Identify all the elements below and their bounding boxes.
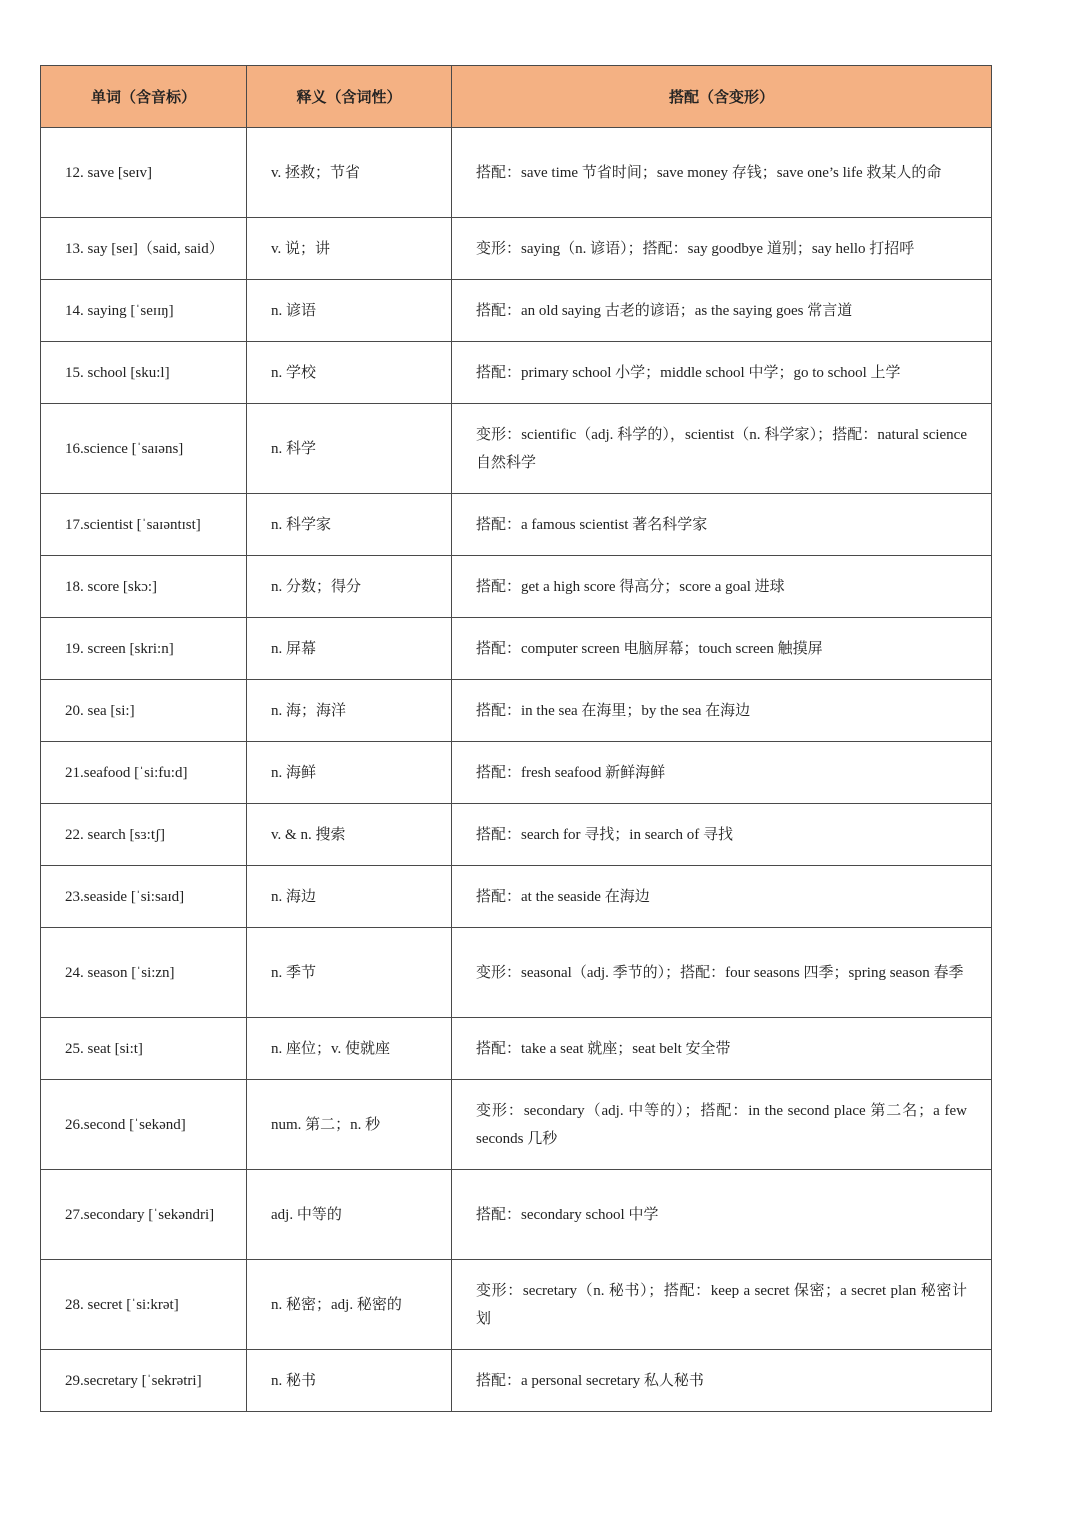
- collocation-cell: 搭配：in the sea 在海里；by the sea 在海边: [452, 680, 992, 742]
- vocabulary-table: [40, 65, 992, 1412]
- collocation-cell: 搭配：at the seaside 在海边: [452, 866, 992, 928]
- meaning-cell: n. 谚语: [247, 280, 452, 342]
- collocation-cell: 搭配：primary school 小学；middle school 中学；go to school 上学: [452, 342, 992, 404]
- table-row: [41, 404, 992, 494]
- word-cell: 24. season [ˈsi:zn]: [41, 928, 247, 1018]
- collocation-cell: 搭配：save time 节省时间；save money 存钱；save one’s life 救某人的命: [452, 128, 992, 218]
- collocation-cell: 搭配：computer screen 电脑屏幕；touch screen 触摸屏: [452, 618, 992, 680]
- meaning-cell: v. 拯救；节省: [247, 128, 452, 218]
- table-row: [41, 1080, 992, 1170]
- word-cell: 20. sea [si:]: [41, 680, 247, 742]
- word-cell: 12. save [seɪv]: [41, 128, 247, 218]
- word-cell: 22. search [sɜ:tʃ]: [41, 804, 247, 866]
- table-row: [41, 342, 992, 404]
- table-row: [41, 1018, 992, 1080]
- header-meaning: 释义（含词性）: [247, 66, 452, 128]
- table-row: [41, 280, 992, 342]
- collocation-cell: 搭配：a personal secretary 私人秘书: [452, 1350, 992, 1412]
- table-row: [41, 680, 992, 742]
- table-row: [41, 556, 992, 618]
- word-cell: 28. secret [ˈsi:krət]: [41, 1260, 247, 1350]
- meaning-cell: n. 学校: [247, 342, 452, 404]
- meaning-cell: n. 分数；得分: [247, 556, 452, 618]
- table-row: [41, 494, 992, 556]
- collocation-cell: 变形：secretary（n. 秘书）；搭配：keep a secret 保密；a secret plan 秘密计划: [452, 1260, 992, 1350]
- header-word: 单词（含音标）: [41, 66, 247, 128]
- table-row: [41, 218, 992, 280]
- table-header: [41, 66, 992, 128]
- word-cell: 25. seat [si:t]: [41, 1018, 247, 1080]
- word-cell: 18. score [skɔ:]: [41, 556, 247, 618]
- collocation-cell: 变形：saying（n. 谚语）；搭配：say goodbye 道别；say hello 打招呼: [452, 218, 992, 280]
- word-cell: 13. say [seɪ]（said, said）: [41, 218, 247, 280]
- table-row: [41, 1350, 992, 1412]
- table-row: [41, 804, 992, 866]
- word-cell: 19. screen [skri:n]: [41, 618, 247, 680]
- table-row: [41, 1170, 992, 1260]
- meaning-cell: n. 海鲜: [247, 742, 452, 804]
- meaning-cell: v. & n. 搜索: [247, 804, 452, 866]
- word-cell: 21.seafood [ˈsi:fu:d]: [41, 742, 247, 804]
- word-cell: 15. school [sku:l]: [41, 342, 247, 404]
- header-collocation: 搭配（含变形）: [452, 66, 992, 128]
- collocation-cell: 搭配：get a high score 得高分；score a goal 进球: [452, 556, 992, 618]
- collocation-cell: 变形：seasonal（adj. 季节的）；搭配：four seasons 四季；spring season 春季: [452, 928, 992, 1018]
- collocation-cell: 搭配：fresh seafood 新鲜海鲜: [452, 742, 992, 804]
- collocation-cell: 搭配：a famous scientist 著名科学家: [452, 494, 992, 556]
- table-row: [41, 928, 992, 1018]
- meaning-cell: v. 说；讲: [247, 218, 452, 280]
- word-cell: 17.scientist [ˈsaɪəntɪst]: [41, 494, 247, 556]
- meaning-cell: n. 海；海洋: [247, 680, 452, 742]
- table-row: [41, 618, 992, 680]
- meaning-cell: n. 座位；v. 使就座: [247, 1018, 452, 1080]
- collocation-cell: 搭配：an old saying 古老的谚语；as the saying goes 常言道: [452, 280, 992, 342]
- collocation-cell: 变形：secondary（adj. 中等的）；搭配：in the second place 第二名；a few seconds 几秒: [452, 1080, 992, 1170]
- collocation-cell: 变形：scientific（adj. 科学的），scientist（n. 科学家）；搭配：natural science 自然科学: [452, 404, 992, 494]
- collocation-cell: 搭配：search for 寻找；in search of 寻找: [452, 804, 992, 866]
- collocation-cell: 搭配：secondary school 中学: [452, 1170, 992, 1260]
- meaning-cell: n. 秘书: [247, 1350, 452, 1412]
- table-body: [41, 128, 992, 1412]
- word-cell: 27.secondary [ˈsekəndri]: [41, 1170, 247, 1260]
- word-cell: 29.secretary [ˈsekrətri]: [41, 1350, 247, 1412]
- word-cell: 23.seaside [ˈsi:saɪd]: [41, 866, 247, 928]
- table-row: [41, 1260, 992, 1350]
- meaning-cell: n. 科学: [247, 404, 452, 494]
- meaning-cell: n. 海边: [247, 866, 452, 928]
- word-cell: 26.second [ˈsekənd]: [41, 1080, 247, 1170]
- meaning-cell: num. 第二；n. 秒: [247, 1080, 452, 1170]
- table-row: [41, 866, 992, 928]
- table-row: [41, 128, 992, 218]
- word-cell: 14. saying [ˈseɪɪŋ]: [41, 280, 247, 342]
- meaning-cell: n. 秘密；adj. 秘密的: [247, 1260, 452, 1350]
- table-row: [41, 742, 992, 804]
- meaning-cell: adj. 中等的: [247, 1170, 452, 1260]
- word-cell: 16.science [ˈsaɪəns]: [41, 404, 247, 494]
- meaning-cell: n. 科学家: [247, 494, 452, 556]
- header-row: [41, 66, 992, 128]
- meaning-cell: n. 季节: [247, 928, 452, 1018]
- meaning-cell: n. 屏幕: [247, 618, 452, 680]
- collocation-cell: 搭配：take a seat 就座；seat belt 安全带: [452, 1018, 992, 1080]
